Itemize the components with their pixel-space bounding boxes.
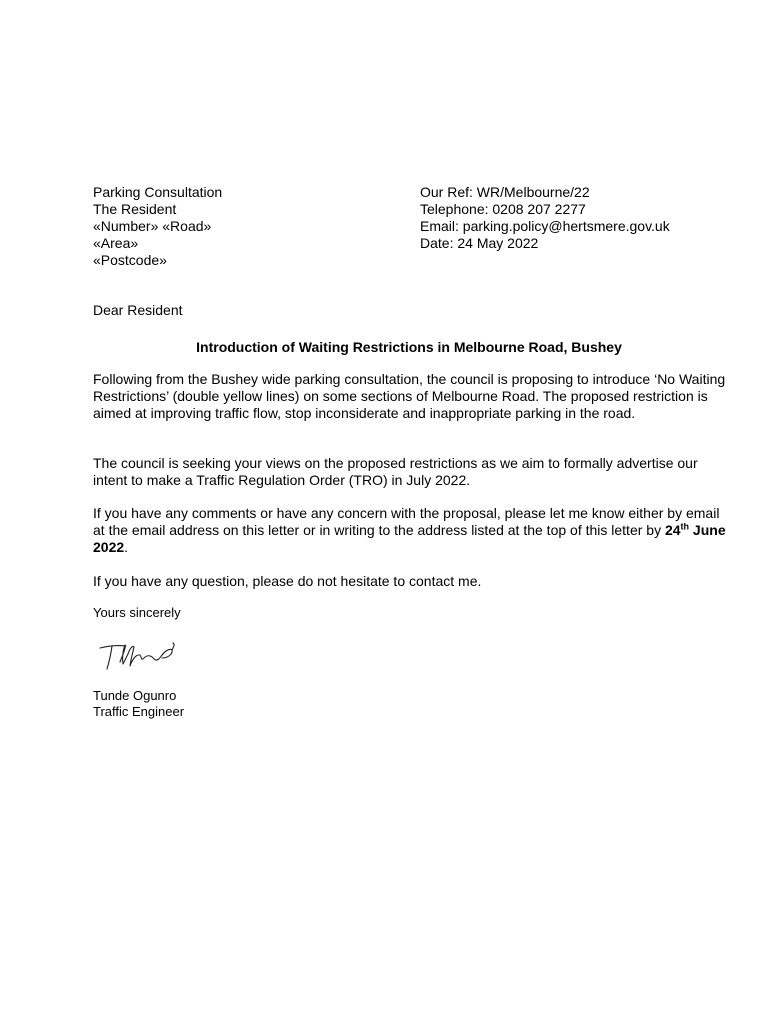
closing: Yours sincerely	[93, 605, 181, 620]
salutation: Dear Resident	[93, 302, 183, 318]
comments-end: .	[124, 539, 129, 555]
recipient-line-1: Parking Consultation	[93, 184, 223, 200]
deadline-rest: June 2022	[93, 522, 726, 555]
deadline-day: 24	[664, 522, 681, 538]
recipient-line-4: «Area»	[93, 235, 139, 251]
comments-text: If you have any comments or have any concern with the proposal, please let me know either by email at the email address on this letter or in writing to the address listed at the top of this letter by	[93, 505, 720, 538]
paragraph-comments	[93, 505, 733, 556]
recipient-address	[93, 184, 222, 269]
paragraph-views: The council is seeking your views on the proposed restrictions as we aim to formally advertise our intent to make a Traffic Regulation Order (TRO) in July 2022.	[93, 455, 698, 488]
signer-block	[93, 688, 184, 720]
signer-name: Tunde Ogunro	[93, 688, 177, 703]
reference-block	[420, 184, 670, 252]
recipient-line-2: The Resident	[93, 201, 177, 217]
signature-image	[96, 636, 180, 676]
recipient-line-5: «Postcode»	[93, 252, 167, 268]
signer-title: Traffic Engineer	[93, 704, 185, 719]
letter-date: Date: 24 May 2022	[420, 235, 539, 251]
paragraph-contact: If you have any question, please do not hesitate to contact me.	[93, 573, 482, 589]
deadline-suffix: th	[680, 521, 690, 532]
telephone: Telephone: 0208 207 2277	[420, 201, 586, 217]
email: Email: parking.policy@hertsmere.gov.uk	[420, 218, 670, 234]
our-ref: Our Ref: WR/Melbourne/22	[420, 184, 590, 200]
recipient-line-3: «Number» «Road»	[93, 218, 212, 234]
letter-heading: Introduction of Waiting Restrictions in Melbourne Road, Bushey	[196, 339, 622, 355]
paragraph-proposal: Following from the Bushey wide parking consultation, the council is proposing to introduce ‘No Waiting Restrictions’ (double yellow lines) on some sections of Melbourne Road. The proposed restriction is aimed at improving traffic flow, stop inconsiderate and inappropriate parking in the road.	[93, 371, 726, 421]
